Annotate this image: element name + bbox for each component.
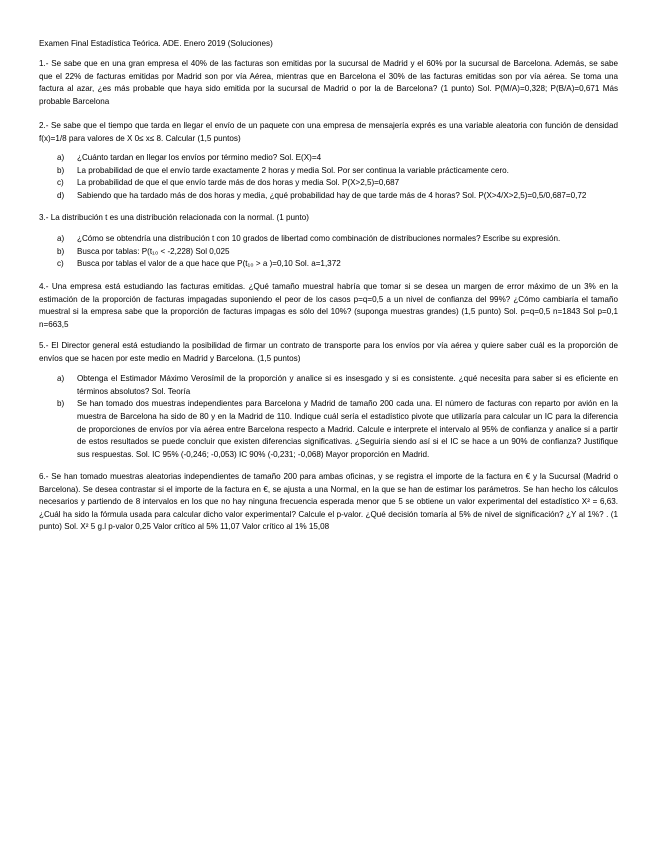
item-label: c): [57, 178, 64, 188]
item-label: c): [57, 259, 64, 269]
list-item: [57, 246, 618, 259]
list-item: [57, 177, 618, 190]
question-3: 3.- La distribución t es una distribución relacionada con la normal. (1 punto): [39, 213, 309, 222]
document-title: Examen Final Estadística Teórica. ADE. Enero 2019 (Soluciones): [39, 39, 273, 48]
list-item: [57, 258, 618, 271]
item-label: b): [57, 246, 65, 256]
question-5-items: [39, 373, 618, 461]
question-2: 2.- Se sabe que el tiempo que tarda en llegar el envío de un paquete con una empresa de mensajería exprés es una variable aleatoria con función de densidad f(x)=1/8 para valores de X 0≤ x≤ 8. Calcular (1,5 puntos): [39, 121, 618, 143]
list-item: [57, 373, 618, 398]
item-text: Obtenga el Estimador Máximo Verosímil de la proporción y analice si es insesgado y si es consistente. ¿qué necesita para saber si es eficiente en términos absolutos? Sol. Teoría: [77, 374, 618, 396]
item-text: Sabiendo que ha tardado más de dos horas y media, ¿qué probabilidad hay de que tarde más de 4 horas? Sol. P(X>4/X>2,5)=0,5/0,687=0,72: [77, 190, 587, 200]
item-label: d): [57, 190, 65, 200]
question-5-text: 5.- El Director general está estudiando la posibilidad de firmar un contrato de transporte para los envíos por vía aérea y quiere saber cuál es la proporción de envíos que se hacen por este medio en Madrid y Barcelona. (1,5 puntos): [39, 341, 618, 363]
item-text: ¿Cuánto tardan en llegar los envíos por término medio? Sol. E(X)=4: [77, 153, 322, 162]
item-label: b): [57, 165, 65, 175]
question-6: 6.- Se han tomado muestras aleatorias independientes de tamaño 200 para ambas oficinas, y se registra el importe de la factura en € y la Sucursal (Madrid o Barcelona). Se desea contrastar si el importe de la factura en €, se ajusta a una Normal, en la que se han de estimar los parámetros. Se han hecho los cálculos necesarios y partiendo de 8 intervalos en los que no hay ninguna frecuencia esperada menor que 5 se obtiene un valor experimental del estadístico X² = 6,63. ¿Cuál ha sido la fórmula usada para calcular dicho valor experimental? Calcule el p-valor. ¿Qué decisión tomaría al 5% de nivel de significación? ¿Y al 1%? . (1 punto) Sol. X² 5 g.l p-valor 0,25 Valor crítico al 5% 11,07 Valor crítico al 1% 15,08: [39, 472, 618, 532]
item-text: La probabilidad de que el envío tarde exactamente 2 horas y media Sol. Por ser continua la variable prácticamente cero.: [77, 165, 509, 175]
list-item: [57, 165, 618, 178]
item-label: b): [57, 399, 65, 409]
item-text: ¿Cómo se obtendría una distribución t con 10 grados de libertad como combinación de distribuciones normales? Escribe su expresión.: [77, 234, 561, 243]
list-item: [57, 190, 618, 203]
item-text: La probabilidad de que el que envío tarde más de dos horas y media Sol. P(X>2,5)=0,687: [77, 178, 400, 188]
item-text: Se han tomado dos muestras independientes para Barcelona y Madrid de tamaño 200 cada una. El número de facturas con reparto por avión en la muestra de Barcelona ha sido de 80 y en la Madrid de 110. Indique cuál sería el estadístico pivote que utilizaría para calcular un IC para la diferencia de proporciones de envíos por vía aérea entre Barcelona respecto a Madrid. Calcule e interprete el intervalo al 95% de confianza y analice si a partir de estos resultados se puede concluir que existen diferencias significativas. ¿Seguiría siendo así si el IC se hace a un 90% de confianza? Justifique sus respuestas. Sol. IC 95% (-0,246; -0,053) IC 90% (-0,231; -0,068) Mayor proporción en Madrid.: [77, 399, 618, 459]
item-text: Busca por tablas el valor de a que hace que P(t₁₀ > a )=0,10 Sol. a=1,372: [77, 259, 341, 269]
question-2-items: [57, 152, 618, 202]
item-label: a): [57, 234, 65, 243]
question-1: 1.- Se sabe que en una gran empresa el 40% de las facturas son emitidas por la sucursal de Madrid y el 60% por la sucursal de Barcelona. Además, se sabe que el 22% de facturas emitidas por Madrid son por vía Aérea, mientras que en Barcelona el 30% de las facturas emitidas son por vía aérea. Se toma una factura al azar, ¿es más probable que haya sido emitida por la sucursal de Madrid o por la de Barcelona? (1 punto) Sol. P(M/A)=0,328; P(B/A)=0,671 Más probable Barcelona: [39, 59, 618, 106]
list-item: [57, 152, 618, 165]
question-5: [39, 340, 618, 461]
item-label: a): [57, 153, 65, 162]
question-3-items: [57, 233, 618, 271]
list-item: [57, 233, 618, 246]
list-item: [57, 398, 618, 461]
item-label: a): [57, 374, 65, 384]
question-4: 4.- Una empresa está estudiando las facturas emitidas. ¿Qué tamaño muestral habría que tomar si se desea un margen de error máximo de un 3% en la estimación de la proporción de facturas impagadas suponiendo el peor de los casos p=q=0,5 a un nivel de confianza del 99%? ¿Cómo cambiaría el tamaño muestral si la empresa sabe que la proporción de facturas impagas es sólo del 10%? (suponga muestras grandes) (1,5 punto) Sol. p=q=0,5 n=1843 Sol p=0,1 n=663,5: [39, 282, 618, 329]
item-text: Busca por tablas: P(t₁₀ < -2,228) Sol 0,025: [77, 246, 230, 256]
